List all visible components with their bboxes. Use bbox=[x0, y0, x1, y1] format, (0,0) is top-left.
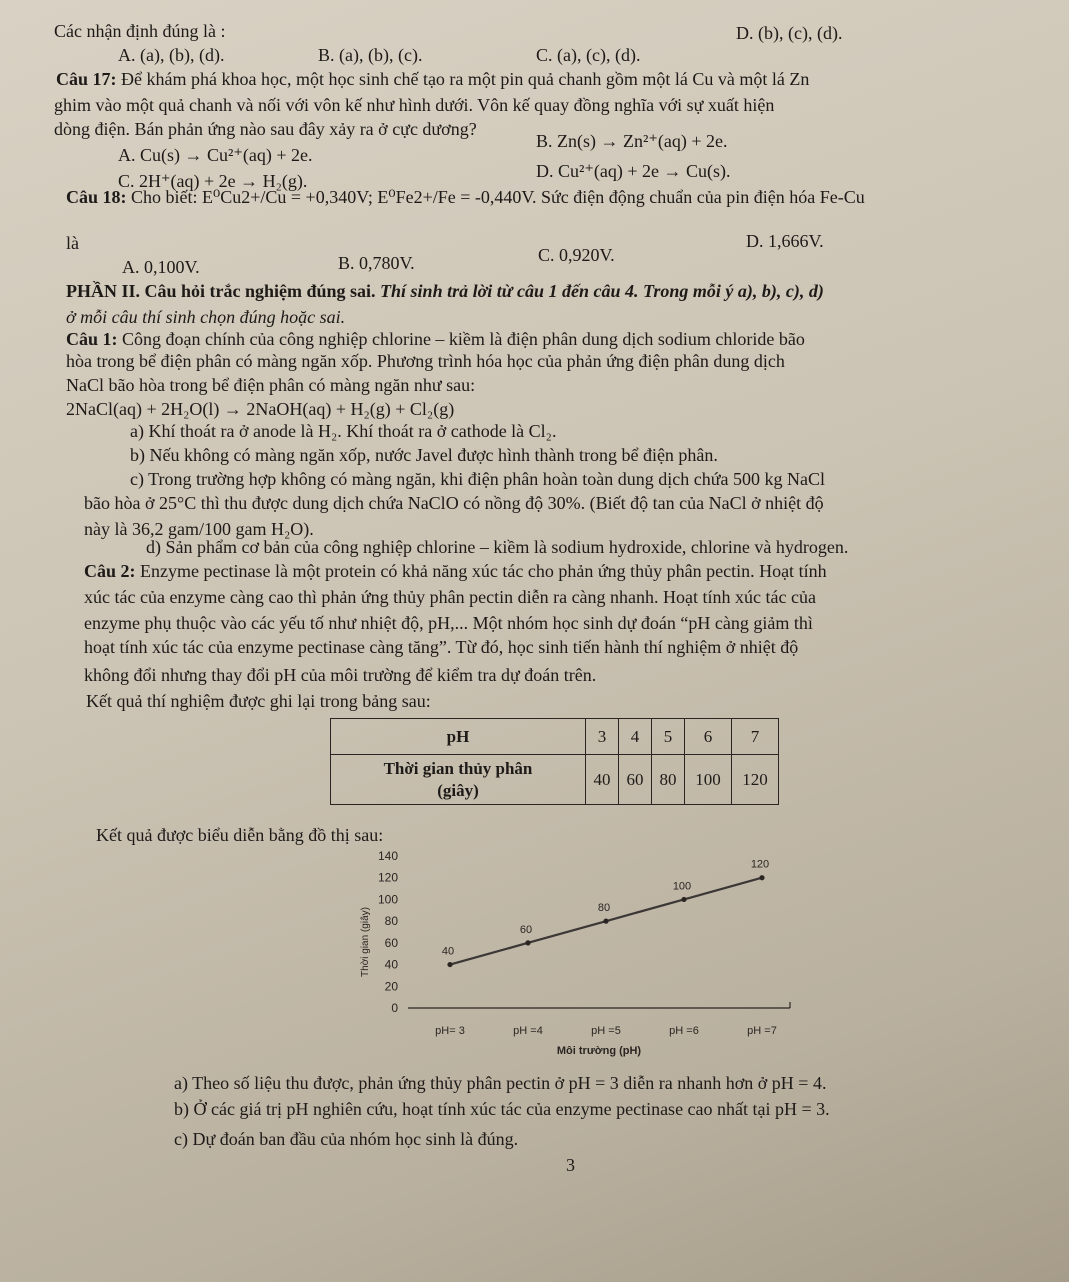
table-header-time: Thời gian thủy phân (giây) bbox=[331, 755, 586, 805]
results-chart bbox=[350, 842, 810, 1060]
table-row bbox=[331, 719, 779, 755]
c1-line-2: hòa trong bể điện phân có màng ngăn xốp. Phương trình hóa học của phản ứng điện phân dung dịch bbox=[66, 351, 785, 371]
table-cell: 7 bbox=[732, 719, 779, 755]
table-cell: 3 bbox=[586, 719, 619, 755]
q18-line-2: là bbox=[66, 233, 79, 253]
c2-line-2: xúc tác của enzyme càng cao thì phản ứng thủy phân pectin diễn ra càng nhanh. Hoạt tính xúc tác của bbox=[84, 587, 816, 607]
c2-line-5: không đổi nhưng thay đổi pH của môi trường để kiểm tra dự đoán trên. bbox=[84, 665, 597, 685]
c2-table-intro: Kết quả thí nghiệm được ghi lại trong bảng sau: bbox=[86, 691, 431, 711]
part2-instruction: ở mỗi câu thí sinh chọn đúng hoặc sai. bbox=[66, 307, 346, 327]
table-cell: 40 bbox=[586, 755, 619, 805]
y-tick-label: 40 bbox=[384, 957, 398, 972]
table-cell: 100 bbox=[685, 755, 732, 805]
c2-number: Câu 2: bbox=[84, 561, 136, 581]
c2-statement-b: b) Ở các giá trị pH nghiên cứu, hoạt tính xúc tác của enzyme pectinase cao nhất tại pH = 3. bbox=[174, 1099, 830, 1119]
q17-line-2: ghim vào một quả chanh và nối với vôn kế như hình dưới. Vôn kế quay đồng nghĩa với sự xuất hiện bbox=[54, 95, 775, 115]
x-tick-label: pH =6 bbox=[669, 1025, 699, 1037]
data-point bbox=[447, 962, 452, 967]
q17-line-1: Câu 17: Để khám phá khoa học, một học sinh chế tạo ra một pin quả chanh gồm một lá Cu và một lá Zn bbox=[56, 69, 810, 89]
data-label: 80 bbox=[597, 902, 611, 915]
table-cell: 80 bbox=[652, 755, 685, 805]
data-label: 40 bbox=[441, 945, 455, 958]
c1-statement-a: a) Khí thoát ra ở anode là H₂. Khí thoát ra ở cathode là Cl₂. bbox=[130, 421, 557, 441]
prev-option-b: B. (a), (b), (c). bbox=[318, 45, 423, 65]
data-label: 100 bbox=[672, 880, 692, 893]
table-header-ph: pH bbox=[331, 719, 586, 755]
x-tick-label: pH =4 bbox=[513, 1025, 543, 1037]
c1-statement-c-line-3: này là 36,2 gam/100 gam H₂O). bbox=[84, 519, 314, 539]
table-cell: 120 bbox=[732, 755, 779, 805]
q17-number: Câu 17: bbox=[56, 69, 117, 89]
q17-option-b: B. Zn(s) → Zn²⁺(aq) + 2e. bbox=[536, 131, 728, 151]
c1-statement-c-line-2: bão hòa ở 25°C thì thu được dung dịch chứa NaClO có nồng độ 30%. (Biết độ tan của NaCl ở nhiệt độ bbox=[84, 493, 824, 513]
x-tick-label: pH= 3 bbox=[435, 1025, 465, 1037]
c1-statement-c-line-1: c) Trong trường hợp không có màng ngăn, khi điện phân hoàn toàn dung dịch chứa 500 kg NaCl bbox=[130, 469, 825, 489]
c2-line-4: hoạt tính xúc tác của enzyme pectinase càng tăng”. Từ đó, học sinh tiến hành thí nghiệm ở nhiệt độ bbox=[84, 637, 799, 657]
c1-line-1: Câu 1: Công đoạn chính của công nghiệp chlorine – kiềm là điện phân dung dịch sodium chloride bão bbox=[66, 329, 805, 349]
q18-option-c: C. 0,920V. bbox=[538, 245, 615, 265]
prev-option-c: C. (a), (c), (d). bbox=[536, 45, 641, 65]
q18-line-1: Câu 18: Cho biết: E⁰Cu2+/Cu = +0,340V; E⁰Fe2+/Fe = -0,440V. Sức điện động chuẩn của pin điện hóa Fe-Cu bbox=[66, 187, 865, 207]
c1-statement-d: d) Sản phẩm cơ bản của công nghiệp chlorine – kiềm là sodium hydroxide, chlorine và hydrogen. bbox=[146, 537, 849, 557]
data-label: 120 bbox=[750, 858, 770, 871]
y-tick-label: 60 bbox=[384, 935, 398, 950]
q18-option-a: A. 0,100V. bbox=[122, 257, 200, 277]
c1-number: Câu 1: bbox=[66, 329, 118, 349]
q17-option-d: D. Cu²⁺(aq) + 2e → Cu(s). bbox=[536, 161, 731, 181]
data-point bbox=[759, 875, 764, 880]
c1-equation: 2NaCl(aq) + 2H₂O(l) → 2NaOH(aq) + H₂(g) + Cl₂(g) bbox=[66, 399, 455, 419]
table-cell: 4 bbox=[619, 719, 652, 755]
table-cell: 6 bbox=[685, 719, 732, 755]
c2-statement-a: a) Theo số liệu thu được, phản ứng thủy phân pectin ở pH = 3 diễn ra nhanh hơn ở pH = 4. bbox=[174, 1073, 827, 1093]
table-cell: 60 bbox=[619, 755, 652, 805]
c2-statement-c: c) Dự đoán ban đầu của nhóm học sinh là đúng. bbox=[174, 1129, 519, 1149]
y-tick-label: 100 bbox=[377, 892, 398, 907]
y-axis-label: Thời gian (giây) bbox=[360, 907, 371, 977]
q18-option-b: B. 0,780V. bbox=[338, 253, 415, 273]
x-axis-label: Môi trường (pH) bbox=[556, 1045, 642, 1057]
q17-option-c: C. 2H⁺(aq) + 2e → H₂(g). bbox=[118, 171, 308, 191]
y-tick-label: 0 bbox=[391, 1001, 398, 1015]
part2-title: PHẦN II. Câu hỏi trắc nghiệm đúng sai. bbox=[66, 281, 376, 301]
c2-line-1: Câu 2: Enzyme pectinase là một protein có khả năng xúc tác cho phản ứng thủy phân pectin. Hoạt tính bbox=[84, 561, 827, 581]
q18-option-d: D. 1,666V. bbox=[746, 231, 824, 251]
q18-number: Câu 18: bbox=[66, 187, 127, 207]
data-label: 60 bbox=[519, 923, 533, 936]
c2-chart-intro: Kết quả được biểu diễn bằng đồ thị sau: bbox=[96, 825, 384, 845]
q17-option-a: A. Cu(s) → Cu²⁺(aq) + 2e. bbox=[118, 145, 313, 165]
data-point bbox=[681, 897, 686, 902]
y-tick-label: 140 bbox=[377, 849, 398, 863]
y-tick-label: 80 bbox=[384, 914, 398, 929]
part2-heading: PHẦN II. Câu hỏi trắc nghiệm đúng sai. Thí sinh trả lời từ câu 1 đến câu 4. Trong mỗi ý a), b), c), d) bbox=[66, 281, 824, 301]
table-row bbox=[331, 755, 779, 805]
x-tick-label: pH =5 bbox=[591, 1025, 621, 1037]
q17-line-3: dòng điện. Bán phản ứng nào sau đây xảy ra ở cực dương? bbox=[54, 119, 477, 139]
prev-option-a: A. (a), (b), (d). bbox=[118, 45, 225, 65]
y-tick-label: 120 bbox=[377, 870, 398, 885]
c1-line-3: NaCl bão hòa trong bể điện phân có màng ngăn như sau: bbox=[66, 375, 476, 395]
results-table bbox=[330, 718, 779, 805]
page-number: 3 bbox=[566, 1155, 575, 1175]
data-point bbox=[525, 940, 530, 945]
table-cell: 5 bbox=[652, 719, 685, 755]
c1-statement-b: b) Nếu không có màng ngăn xốp, nước Javel được hình thành trong bể điện phân. bbox=[130, 445, 718, 465]
x-tick-label: pH =7 bbox=[747, 1025, 777, 1037]
c2-line-3: enzyme phụ thuộc vào các yếu tố như nhiệt độ, pH,... Một nhóm học sinh dự đoán “pH càng giảm thì bbox=[84, 613, 813, 633]
data-point bbox=[603, 919, 608, 924]
prev-question-stem: Các nhận định đúng là : bbox=[54, 21, 226, 41]
prev-option-d: D. (b), (c), (d). bbox=[736, 23, 843, 43]
y-tick-label: 20 bbox=[384, 979, 398, 994]
